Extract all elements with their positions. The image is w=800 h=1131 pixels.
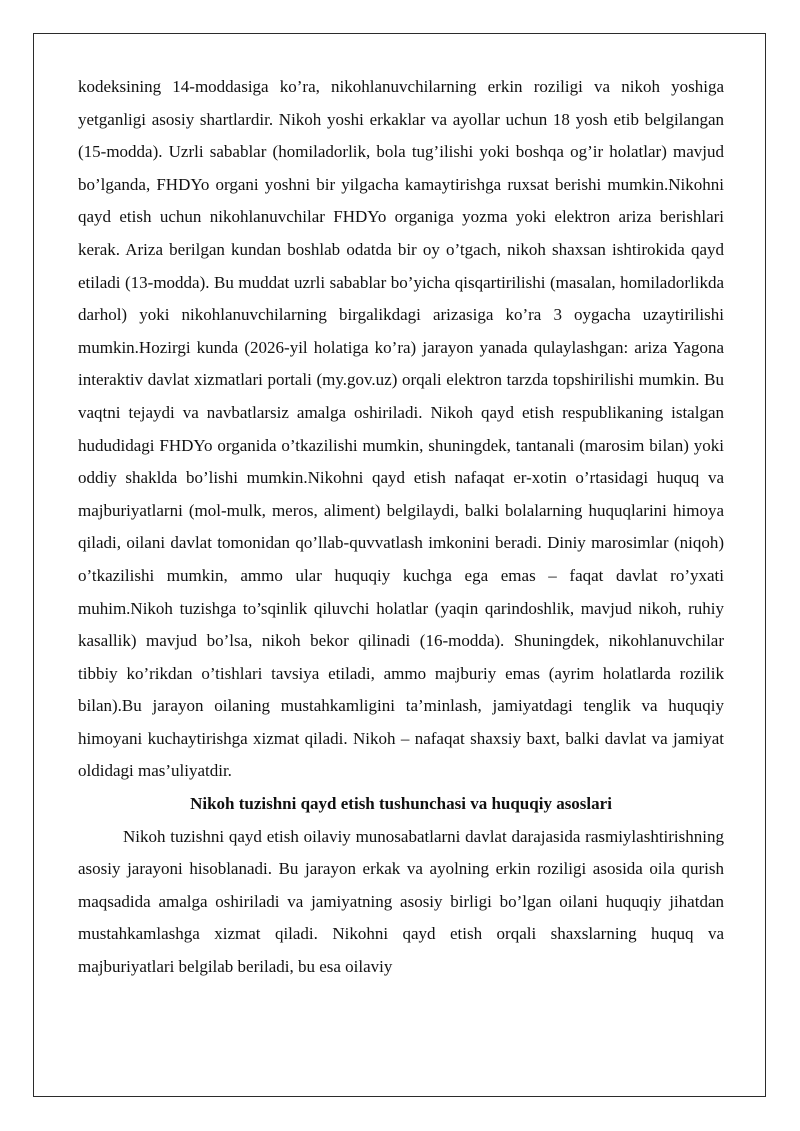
document-body bbox=[78, 71, 724, 984]
section-heading: Nikoh tuzishni qayd etish tushunchasi va huquqiy asoslari bbox=[190, 794, 612, 814]
body-paragraph: kodeksining 14-moddasiga ko’ra, nikohlanuvchilarning erkin roziligi va nikoh yoshiga yetganligi asosiy shartlardir. Nikoh yoshi erkaklar va ayollar uchun 18 yosh etib belgilangan (15-modda). Uzrli sabablar (homiladorlik, bola tug’ilishi yoki boshqa og’ir holatlar) mavjud bo’lganda, FHDYo organi yoshni bir yilgacha kamaytirishga ruxsat berishi mumkin.Nikohni qayd etish uchun nikohlanuvchilar FHDYo organiga yozma yoki elektron ariza berishlari kerak. Ariza berilgan kundan boshlab odatda bir oy o’tgach, nikoh shaxsan ishtirokida qayd etiladi (13-modda). Bu muddat uzrli sabablar bo’yicha qisqartirilishi (masalan, homiladorlikda darhol) yoki nikohlanuvchilarning birgalikdagi arizasiga ko’ra 3 oygacha uzaytirilishi mumkin.Hozirgi kunda (2026-yil holatiga ko’ra) jarayon yanada qulaylashgan: ariza Yagona interaktiv davlat xizmatlari portali (my.gov.uz) orqali elektron tarzda topshirilishi mumkin. Bu vaqtni tejaydi va navbatlarsiz amalga oshiriladi. Nikoh qayd etish respublikaning istalgan hududidagi FHDYo organida o’tkazilishi mumkin, shuningdek, tantanali (marosim bilan) yoki oddiy shaklda bo’lishi mumkin.Nikohni qayd etish nafaqat er-xotin o’rtasidagi huquq va majburiyatlarni (mol-mulk, meros, aliment) belgilaydi, balki bolalarning huquqlarini himoya qiladi, oilani davlat tomonidan qo’llab-quvvatlash imkonini beradi. Diniy marosimlar (niqoh) o’tkazilishi mumkin, ammo ular huquqiy kuchga ega emas – faqat davlat ro’yxati muhim.Nikoh tuzishga to’sqinlik qiluvchi holatlar (yaqin qarindoshlik, mavjud nikoh, ruhiy kasallik) mavjud bo’lsa, nikoh bekor qilinadi (16-modda). Shuningdek, nikohlanuvchilar tibbiy ko’rikdan o’tishlari tavsiya etiladi, ammo majburiy emas (ayrim holatlarda rozilik bilan).Bu jarayon oilaning mustahkamligini ta’minlash, jamiyatdagi tenglik va huquqiy himoyani kuchaytirishga xizmat qiladi. Nikoh – nafaqat shaxsiy baxt, balki davlat va jamiyat oldidagi mas’uliyatdir. bbox=[78, 77, 724, 781]
body-paragraph: Nikoh tuzishni qayd etish oilaviy munosabatlarni davlat darajasida rasmiylashtirishning asosiy jarayoni hisoblanadi. Bu jarayon erkak va ayolning erkin roziligi asosida oila qurish maqsadida amalga oshiriladi va jamiyatning asosiy birligi bo’lgan oilani huquqiy jihatdan mustahkamlashga xizmat qiladi. Nikohni qayd etish orqali shaxslarning huquq va majburiyatlari belgilab beriladi, bu esa oilaviy bbox=[78, 826, 724, 977]
